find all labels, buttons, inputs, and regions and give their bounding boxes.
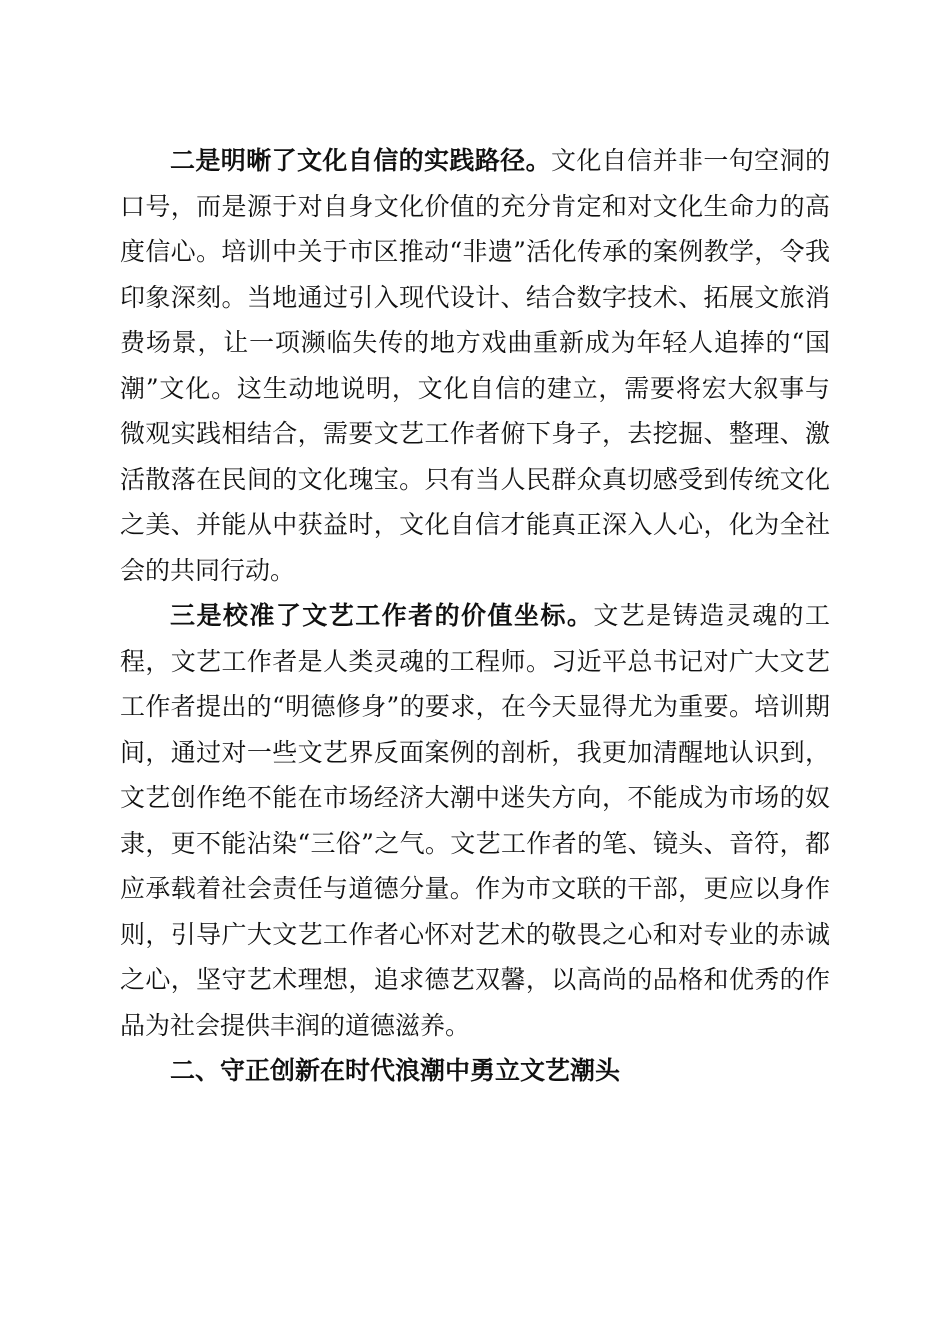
paragraph-value-coordinates (120, 593, 830, 1048)
section-heading: 二、守正创新在时代浪潮中勇立文艺潮头 (170, 1056, 621, 1085)
document-body (120, 138, 830, 1094)
paragraph-lead: 三是校准了文艺工作者的价值坐标。 (170, 601, 594, 630)
paragraph-cultural-confidence (120, 138, 830, 593)
paragraph-text: 文化自信并非一句空洞的口号，而是源于对自身文化价值的充分肯定和对文化生命力的高度信心。培训中关于市区推动“非遗”活化传承的案例教学，令我印象深刻。当地通过引入现代设计、结合数字技术、拓展文旅消费场景，让一项濒临失传的地方戏曲重新成为年轻人追捧的“国潮”文化。这生动地说明，文化自信的建立，需要将宏大叙事与微观实践相结合，需要文艺工作者俯下身子，去挖掘、整理、激活散落在民间的文化瑰宝。只有当人民群众真切感受到传统文化之美、并能从中获益时，文化自信才能真正深入人心，化为全社会的共同行动。 (120, 146, 830, 585)
paragraph-text: 文艺是铸造灵魂的工程，文艺工作者是人类灵魂的工程师。习近平总书记对广大文艺工作者提出的“明德修身”的要求，在今天显得尤为重要。培训期间，通过对一些文艺界反面案例的剖析，我更加清醒地认识到，文艺创作绝不能在市场经济大潮中迷失方向，不能成为市场的奴隶，更不能沾染“三俗”之气。文艺工作者的笔、镜头、音符，都应承载着社会责任与道德分量。作为市文联的干部，更应以身作则，引导广大文艺工作者心怀对艺术的敬畏之心和对专业的赤诚之心，坚守艺术理想，追求德艺双馨，以高尚的品格和优秀的作品为社会提供丰润的道德滋养。 (120, 601, 830, 1040)
paragraph-lead: 二是明晰了文化自信的实践路径。 (170, 146, 551, 175)
